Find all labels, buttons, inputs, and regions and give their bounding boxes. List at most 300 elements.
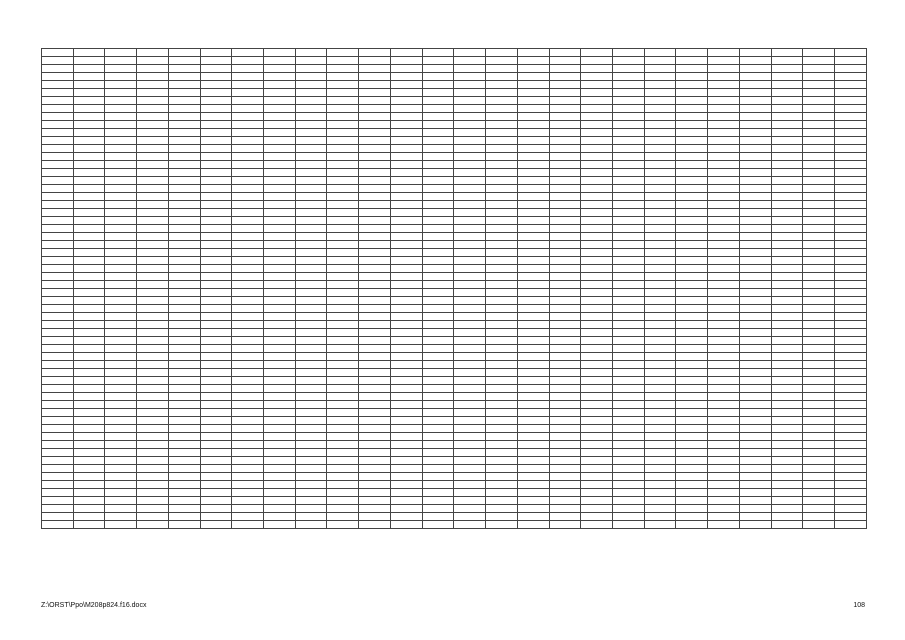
table-cell xyxy=(771,505,803,513)
table-cell xyxy=(264,153,296,161)
table-cell xyxy=(168,489,200,497)
table-cell xyxy=(390,161,422,169)
table-cell xyxy=(644,345,676,353)
table-cell xyxy=(264,385,296,393)
table-cell xyxy=(549,145,581,153)
table-cell xyxy=(834,401,866,409)
table-cell xyxy=(454,49,486,57)
table-cell xyxy=(549,425,581,433)
table-cell xyxy=(454,313,486,321)
table-cell xyxy=(73,201,105,209)
table-cell xyxy=(200,113,232,121)
table-cell xyxy=(676,473,708,481)
table-cell xyxy=(359,329,391,337)
table-cell xyxy=(486,449,518,457)
table-cell xyxy=(390,129,422,137)
table-cell xyxy=(454,73,486,81)
table-cell xyxy=(200,89,232,97)
table-cell xyxy=(327,497,359,505)
table-cell xyxy=(612,521,644,529)
table-cell xyxy=(200,489,232,497)
table-cell xyxy=(549,49,581,57)
table-cell xyxy=(137,345,169,353)
table-cell xyxy=(676,409,708,417)
table-cell xyxy=(486,113,518,121)
table-cell xyxy=(359,337,391,345)
table-cell xyxy=(295,97,327,105)
table-cell xyxy=(232,473,264,481)
table-cell xyxy=(581,241,613,249)
table-cell xyxy=(264,297,296,305)
table-cell xyxy=(803,409,835,417)
table-row xyxy=(42,145,867,153)
table-cell xyxy=(644,433,676,441)
table-cell xyxy=(168,241,200,249)
table-cell xyxy=(549,177,581,185)
table-cell xyxy=(105,225,137,233)
table-cell xyxy=(422,417,454,425)
table-cell xyxy=(359,433,391,441)
table-cell xyxy=(137,497,169,505)
table-cell xyxy=(549,201,581,209)
table-cell xyxy=(739,257,771,265)
table-cell xyxy=(359,97,391,105)
table-cell xyxy=(295,73,327,81)
table-cell xyxy=(390,337,422,345)
table-cell xyxy=(803,265,835,273)
table-cell xyxy=(200,73,232,81)
table-cell xyxy=(486,297,518,305)
table-cell xyxy=(771,161,803,169)
table-cell xyxy=(137,289,169,297)
table-cell xyxy=(73,161,105,169)
table-cell xyxy=(803,209,835,217)
table-cell xyxy=(454,369,486,377)
table-cell xyxy=(708,505,740,513)
table-cell xyxy=(359,321,391,329)
table-row xyxy=(42,161,867,169)
table-cell xyxy=(295,161,327,169)
table-cell xyxy=(327,433,359,441)
table-cell xyxy=(834,281,866,289)
table-cell xyxy=(137,473,169,481)
table-cell xyxy=(612,393,644,401)
table-cell xyxy=(549,161,581,169)
table-cell xyxy=(834,457,866,465)
table-cell xyxy=(803,177,835,185)
table-cell xyxy=(422,393,454,401)
table-cell xyxy=(676,217,708,225)
table-cell xyxy=(834,185,866,193)
table-cell xyxy=(327,49,359,57)
table-cell xyxy=(232,65,264,73)
table-cell xyxy=(73,257,105,265)
table-cell xyxy=(803,401,835,409)
table-cell xyxy=(295,521,327,529)
table-cell xyxy=(295,113,327,121)
table-cell xyxy=(676,313,708,321)
table-cell xyxy=(517,97,549,105)
table-cell xyxy=(73,465,105,473)
table-cell xyxy=(42,425,74,433)
table-cell xyxy=(739,65,771,73)
table-cell xyxy=(549,129,581,137)
table-cell xyxy=(359,513,391,521)
table-cell xyxy=(327,217,359,225)
table-cell xyxy=(422,65,454,73)
table-cell xyxy=(200,441,232,449)
table-cell xyxy=(454,289,486,297)
table-cell xyxy=(73,281,105,289)
table-cell xyxy=(739,441,771,449)
table-cell xyxy=(644,57,676,65)
table-cell xyxy=(264,369,296,377)
table-cell xyxy=(803,425,835,433)
table-cell xyxy=(517,177,549,185)
table-cell xyxy=(517,505,549,513)
table-cell xyxy=(422,273,454,281)
table-cell xyxy=(168,297,200,305)
table-cell xyxy=(200,145,232,153)
table-cell xyxy=(137,481,169,489)
table-cell xyxy=(612,345,644,353)
table-cell xyxy=(644,329,676,337)
table-cell xyxy=(581,105,613,113)
table-cell xyxy=(42,297,74,305)
table-cell xyxy=(42,497,74,505)
table-cell xyxy=(708,49,740,57)
table-cell xyxy=(390,409,422,417)
table-cell xyxy=(612,177,644,185)
table-cell xyxy=(612,73,644,81)
table-cell xyxy=(454,521,486,529)
table-cell xyxy=(327,345,359,353)
table-row xyxy=(42,49,867,57)
table-cell xyxy=(327,249,359,257)
table-cell xyxy=(264,161,296,169)
table-cell xyxy=(486,521,518,529)
table-cell xyxy=(771,65,803,73)
table-cell xyxy=(771,193,803,201)
table-cell xyxy=(422,169,454,177)
table-cell xyxy=(264,481,296,489)
table-cell xyxy=(708,97,740,105)
table-cell xyxy=(422,305,454,313)
table-cell xyxy=(390,505,422,513)
table-cell xyxy=(803,449,835,457)
table-cell xyxy=(771,513,803,521)
table-cell xyxy=(803,113,835,121)
table-cell xyxy=(676,97,708,105)
table-cell xyxy=(454,89,486,97)
table-cell xyxy=(803,345,835,353)
table-cell xyxy=(739,513,771,521)
table-cell xyxy=(264,169,296,177)
table-cell xyxy=(739,457,771,465)
table-cell xyxy=(644,305,676,313)
table-cell xyxy=(264,281,296,289)
table-cell xyxy=(264,209,296,217)
table-cell xyxy=(422,257,454,265)
table-cell xyxy=(771,225,803,233)
table-cell xyxy=(486,153,518,161)
table-cell xyxy=(549,305,581,313)
table-cell xyxy=(708,393,740,401)
table-cell xyxy=(581,281,613,289)
table-cell xyxy=(200,265,232,273)
table-cell xyxy=(390,49,422,57)
table-cell xyxy=(168,377,200,385)
table-cell xyxy=(105,241,137,249)
table-cell xyxy=(200,369,232,377)
table-cell xyxy=(200,153,232,161)
table-cell xyxy=(422,465,454,473)
table-cell xyxy=(486,417,518,425)
table-cell xyxy=(549,473,581,481)
table-cell xyxy=(200,353,232,361)
table-cell xyxy=(612,433,644,441)
table-cell xyxy=(612,305,644,313)
table-cell xyxy=(105,73,137,81)
table-cell xyxy=(168,369,200,377)
table-cell xyxy=(739,209,771,217)
table-cell xyxy=(42,345,74,353)
table-cell xyxy=(771,313,803,321)
table-cell xyxy=(612,473,644,481)
table-cell xyxy=(454,113,486,121)
table-row xyxy=(42,361,867,369)
table-cell xyxy=(105,513,137,521)
table-cell xyxy=(612,121,644,129)
table-cell xyxy=(612,97,644,105)
table-cell xyxy=(232,465,264,473)
table-cell xyxy=(834,385,866,393)
table-cell xyxy=(168,305,200,313)
table-cell xyxy=(73,137,105,145)
table-cell xyxy=(517,161,549,169)
table-cell xyxy=(644,201,676,209)
table-cell xyxy=(454,329,486,337)
table-cell xyxy=(422,113,454,121)
table-cell xyxy=(327,257,359,265)
table-cell xyxy=(137,169,169,177)
table-cell xyxy=(834,345,866,353)
table-cell xyxy=(454,153,486,161)
table-cell xyxy=(581,225,613,233)
table-cell xyxy=(295,89,327,97)
table-cell xyxy=(612,233,644,241)
table-row xyxy=(42,185,867,193)
table-cell xyxy=(676,121,708,129)
table-cell xyxy=(739,113,771,121)
table-cell xyxy=(486,497,518,505)
table-cell xyxy=(676,105,708,113)
table-cell xyxy=(200,217,232,225)
table-cell xyxy=(708,521,740,529)
table-cell xyxy=(834,377,866,385)
table-row xyxy=(42,153,867,161)
table-cell xyxy=(42,121,74,129)
table-cell xyxy=(232,305,264,313)
table-cell xyxy=(486,385,518,393)
table-cell xyxy=(42,193,74,201)
table-cell xyxy=(708,145,740,153)
table-cell xyxy=(390,481,422,489)
table-cell xyxy=(834,489,866,497)
table-cell xyxy=(200,97,232,105)
table-cell xyxy=(676,345,708,353)
table-cell xyxy=(644,497,676,505)
table-cell xyxy=(422,73,454,81)
table-cell xyxy=(708,265,740,273)
table-cell xyxy=(168,273,200,281)
table-cell xyxy=(708,329,740,337)
table-cell xyxy=(771,441,803,449)
table-cell xyxy=(549,121,581,129)
table-cell xyxy=(168,217,200,225)
table-cell xyxy=(739,345,771,353)
table-cell xyxy=(581,97,613,105)
table-cell xyxy=(232,49,264,57)
table-cell xyxy=(517,401,549,409)
table-cell xyxy=(327,57,359,65)
table-cell xyxy=(708,377,740,385)
table-cell xyxy=(581,49,613,57)
table-cell xyxy=(739,521,771,529)
table-cell xyxy=(739,377,771,385)
table-cell xyxy=(803,81,835,89)
table-cell xyxy=(771,297,803,305)
table-cell xyxy=(359,57,391,65)
table-cell xyxy=(739,505,771,513)
table-cell xyxy=(295,265,327,273)
table-cell xyxy=(517,297,549,305)
table-cell xyxy=(517,385,549,393)
table-cell xyxy=(549,321,581,329)
table-cell xyxy=(137,297,169,305)
table-cell xyxy=(486,249,518,257)
table-row xyxy=(42,369,867,377)
table-cell xyxy=(454,505,486,513)
table-cell xyxy=(359,305,391,313)
table-cell xyxy=(137,313,169,321)
table-cell xyxy=(486,209,518,217)
table-cell xyxy=(232,185,264,193)
table-cell xyxy=(359,225,391,233)
table-cell xyxy=(549,329,581,337)
table-cell xyxy=(581,153,613,161)
table-cell xyxy=(771,249,803,257)
table-cell xyxy=(486,313,518,321)
table-cell xyxy=(295,505,327,513)
table-cell xyxy=(232,337,264,345)
table-cell xyxy=(327,353,359,361)
table-cell xyxy=(105,193,137,201)
table-cell xyxy=(803,473,835,481)
table-cell xyxy=(739,193,771,201)
table-cell xyxy=(200,481,232,489)
table-cell xyxy=(676,369,708,377)
table-cell xyxy=(771,393,803,401)
table-cell xyxy=(264,337,296,345)
table-cell xyxy=(422,289,454,297)
table-cell xyxy=(676,417,708,425)
table-cell xyxy=(549,105,581,113)
table-cell xyxy=(771,321,803,329)
table-cell xyxy=(771,241,803,249)
table-cell xyxy=(200,289,232,297)
table-cell xyxy=(327,305,359,313)
table-cell xyxy=(73,209,105,217)
table-cell xyxy=(327,313,359,321)
table-cell xyxy=(834,169,866,177)
table-cell xyxy=(612,377,644,385)
table-cell xyxy=(390,201,422,209)
table-cell xyxy=(390,473,422,481)
table-cell xyxy=(295,57,327,65)
table-cell xyxy=(264,489,296,497)
table-cell xyxy=(327,441,359,449)
table-cell xyxy=(390,433,422,441)
table-cell xyxy=(739,401,771,409)
table-cell xyxy=(486,225,518,233)
table-cell xyxy=(739,449,771,457)
table-cell xyxy=(454,241,486,249)
table-cell xyxy=(486,161,518,169)
table-cell xyxy=(264,289,296,297)
table-cell xyxy=(454,385,486,393)
table-cell xyxy=(105,425,137,433)
table-cell xyxy=(803,433,835,441)
table-cell xyxy=(295,121,327,129)
table-cell xyxy=(264,49,296,57)
table-cell xyxy=(612,489,644,497)
table-cell xyxy=(581,393,613,401)
table-cell xyxy=(803,497,835,505)
table-cell xyxy=(327,193,359,201)
table-cell xyxy=(834,369,866,377)
table-cell xyxy=(834,153,866,161)
table-cell xyxy=(454,297,486,305)
table-cell xyxy=(105,473,137,481)
table-cell xyxy=(486,193,518,201)
table-cell xyxy=(105,185,137,193)
table-cell xyxy=(771,257,803,265)
table-cell xyxy=(168,233,200,241)
table-row xyxy=(42,265,867,273)
table-cell xyxy=(200,457,232,465)
table-cell xyxy=(581,145,613,153)
table-cell xyxy=(232,417,264,425)
table-cell xyxy=(644,233,676,241)
table-cell xyxy=(549,393,581,401)
table-cell xyxy=(676,321,708,329)
table-cell xyxy=(834,81,866,89)
table-cell xyxy=(105,265,137,273)
table-cell xyxy=(359,249,391,257)
table-cell xyxy=(739,305,771,313)
table-cell xyxy=(581,273,613,281)
table-cell xyxy=(295,209,327,217)
table-cell xyxy=(517,249,549,257)
table-cell xyxy=(295,233,327,241)
table-cell xyxy=(73,73,105,81)
table-cell xyxy=(422,457,454,465)
table-cell xyxy=(200,185,232,193)
table-cell xyxy=(168,121,200,129)
table-cell xyxy=(73,441,105,449)
table-cell xyxy=(486,169,518,177)
